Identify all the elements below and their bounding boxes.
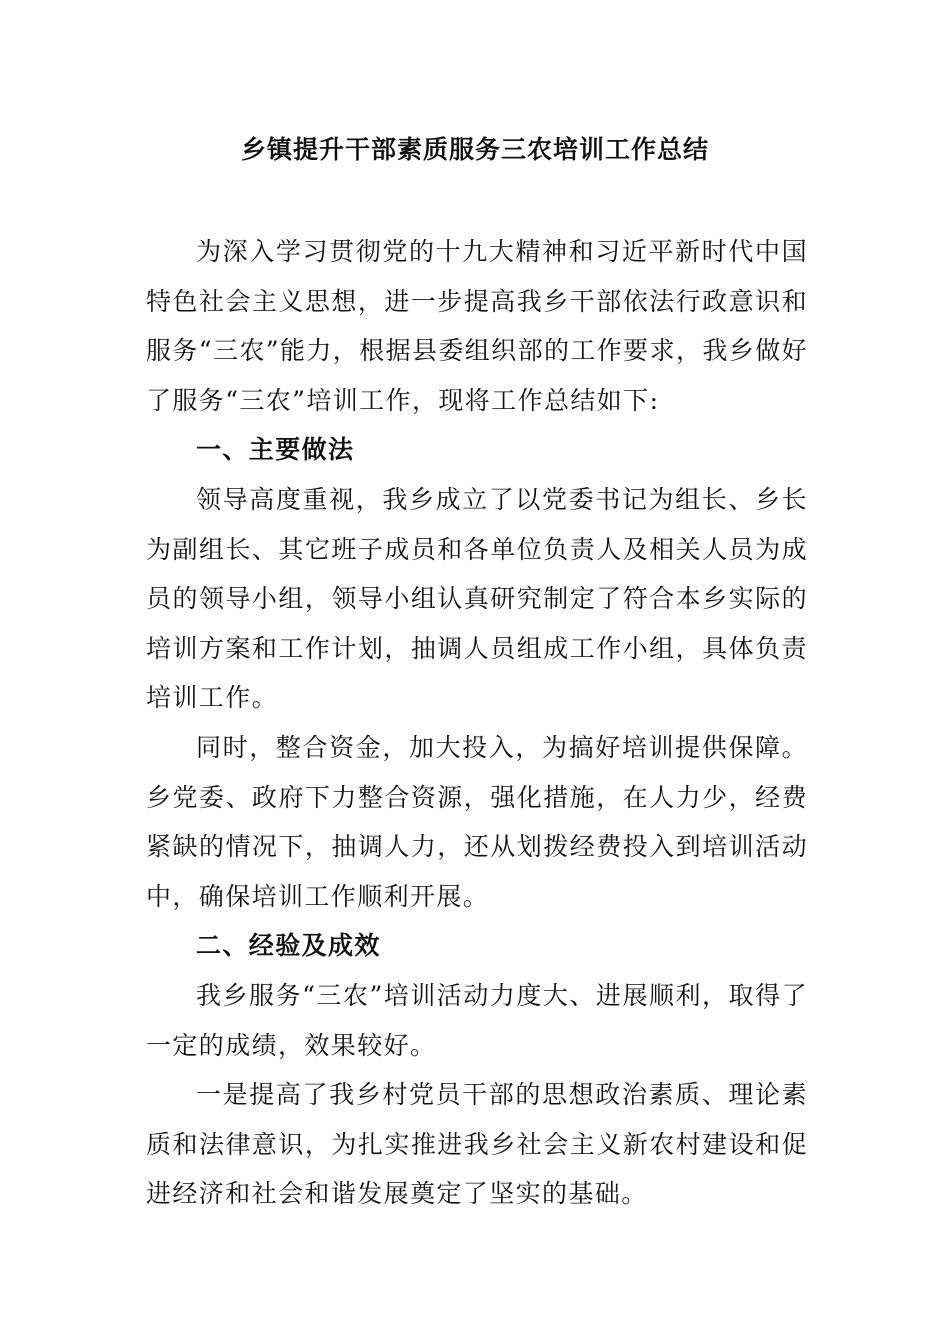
section-heading-experience-results: 二、经验及成效 [196, 931, 381, 961]
paragraph-funding: 同时，整合资金，加大投入，为搞好培训提供保障。乡党委、政府下力整合资源，强化措施，在人力少，经费紧缺的情况下，抽调人力，还从划拨经费投入到培训活动中，确保培训工作顺利开展。 [146, 732, 808, 911]
paragraph-result-one: 一是提高了我乡村党员干部的思想政治素质、理论素质和法律意识，为扎实推进我乡社会主义新农村建设和促进经济和社会和谐发展奠定了坚实的基础。 [146, 1080, 808, 1209]
document-body [146, 227, 808, 1219]
paragraph-intro: 为深入学习贯彻党的十九大精神和习近平新时代中国特色社会主义思想，进一步提高我乡干部依法行政意识和服务“三农”能力，根据县委组织部的工作要求，我乡做好了服务“三农”培训工作，现将工作总结如下: [146, 237, 808, 415]
document-title: 乡镇提升干部素质服务三农培训工作总结 [240, 135, 709, 164]
paragraph-leadership: 领导高度重视，我乡成立了以党委书记为组长、乡长为副组长、其它班子成员和各单位负责人及相关人员为成员的领导小组，领导小组认真研究制定了符合本乡实际的培训方案和工作计划，抽调人员组成工作小组，具体负责培训工作。 [146, 484, 808, 713]
section-heading-main-practices: 一、主要做法 [196, 435, 355, 465]
paragraph-results-summary: 我乡服务“三农”培训活动力度大、进展顺利，取得了一定的成绩，效果较好。 [146, 980, 808, 1060]
